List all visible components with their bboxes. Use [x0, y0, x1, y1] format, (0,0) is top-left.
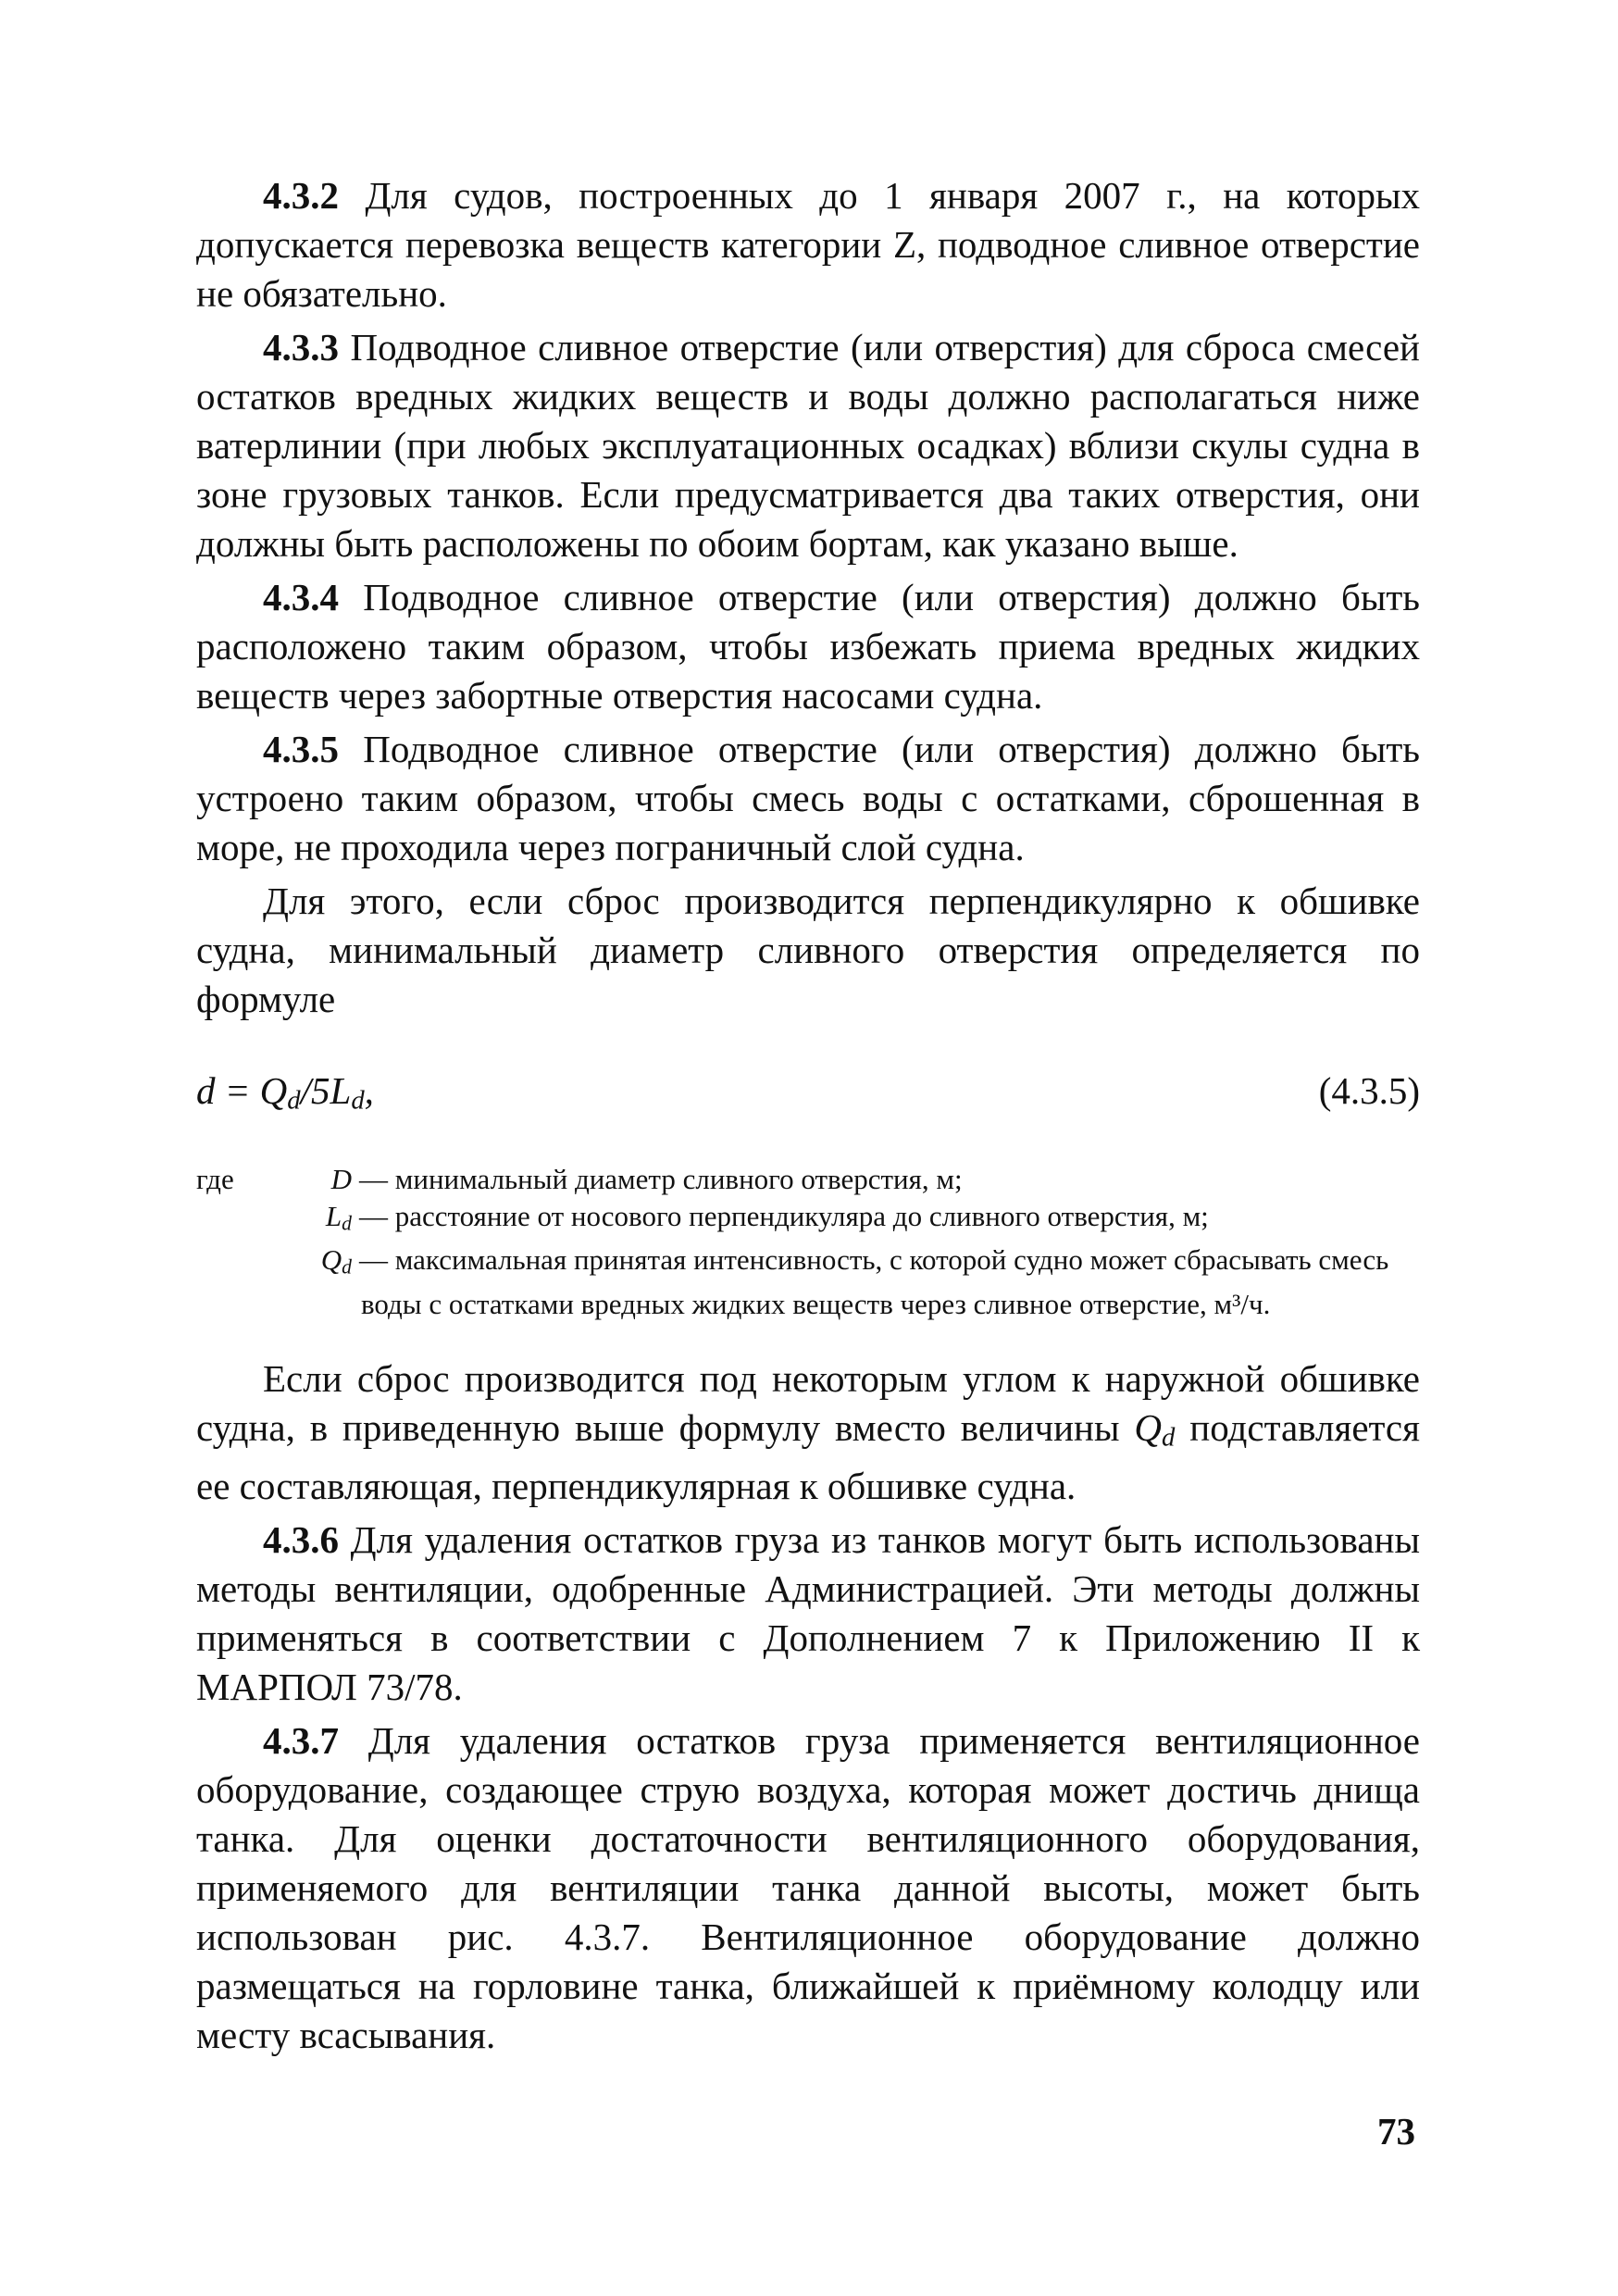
paragraph-text: Подводное сливное отверстие (или отверстия) должно быть расположено таким образом, чтобы избежать приема вредных жидких веществ через забортные отверстия насосами судна.	[196, 576, 1420, 717]
variable-definitions	[196, 1161, 1420, 1323]
paragraph-text: Для удаления остатков груза применяется вентиляционное оборудование, создающее струю воздуха, которая может достичь днища танка. Для оценки достаточности вентиляционного оборудования, применяемого для вентиляции танка данной высоты, может быть использован рис. 4.3.7. Вентиляционное оборудование должно размещаться на горловине танка, ближайшей к приёмному колодцу или месту всасывания.	[196, 1719, 1420, 2057]
paragraph-text: Подводное сливное отверстие (или отверстия) для сброса смесей остатков вредных жидких веществ и воды должно располагаться ниже ватерлинии (при любых эксплуатационных осадках) вблизи скулы судна в зоне грузовых танков. Если предусматривается два таких отверстия, они должны быть расположены по обоим бортам, как указано выше.	[196, 326, 1420, 565]
paragraph-4-3-2	[196, 171, 1420, 318]
definition-continuation: воды с остатками вредных жидких веществ через сливное отверстие, м³/ч.	[361, 1287, 1271, 1320]
where-label: где	[196, 1163, 234, 1195]
clause-number: 4.3.5	[263, 728, 339, 770]
definition-d	[196, 1161, 1420, 1198]
paragraph-text: Для судов, построенных до 1 января 2007 г., на которых допускается перевозка веществ категории Z, подводное сливное отверстие не обязательно.	[196, 174, 1420, 315]
clause-number: 4.3.2	[263, 174, 339, 217]
paragraph-4-3-4	[196, 573, 1420, 720]
document-page	[196, 171, 1420, 2065]
symbol: $Q_d$	[320, 1243, 352, 1279]
paragraph-4-3-3	[196, 323, 1420, 568]
clause-number: 4.3.6	[263, 1518, 339, 1562]
paragraph-4-3-5	[196, 725, 1420, 872]
formula-number: (4.3.5)	[1318, 1069, 1420, 1112]
paragraph-4-3-7	[196, 1716, 1420, 2060]
definition-text: — минимальный диаметр сливного отверстия, м;	[359, 1163, 963, 1195]
symbol: D	[330, 1163, 352, 1195]
clause-number: 4.3.7	[263, 1719, 339, 1763]
clause-number: 4.3.4	[263, 576, 339, 618]
definition-text: — расстояние от носового перпендикуляра до сливного отверстия, м;	[359, 1200, 1209, 1232]
paragraph-4-3-6	[196, 1516, 1420, 1712]
paragraph-text: Для удаления остатков груза из танков могут быть использованы методы вентиляции, одобренные Администрацией. Эти методы должны применяться в соответствии с Дополнением 7 к Приложению II к МАРПОЛ 73/78.	[196, 1518, 1420, 1709]
paragraph-text: Подводное сливное отверстие (или отверстия) должно быть устроено таким образом, чтобы смесь воды с остатками, сброшенная в море, не проходила через пограничный слой судна.	[196, 728, 1420, 868]
paragraph-angle: Если сброс производится под некоторым углом к наружной обшивке судна, в приведенную выше формулу вместо величины $Q_d$ подставляется ее составляющая, перпендикулярная к обшивке судна.	[196, 1356, 1420, 1508]
definition-l	[196, 1198, 1420, 1242]
page-number: 73	[1377, 2110, 1415, 2152]
definition-q	[196, 1242, 1420, 1285]
symbol: $L_d$	[325, 1200, 352, 1235]
clause-number: 4.3.3	[263, 326, 339, 368]
formula-block	[196, 1067, 1420, 1122]
definition-text: — максимальная принятая интенсивность, с которой судно может сбрасывать смесь	[359, 1243, 1389, 1277]
formula: $d = Q_d/5L_d$,	[196, 1069, 374, 1116]
paragraph-formula-intro: Для этого, если сброс производится перпендикулярно к обшивке судна, минимальный диаметр сливного отверстия определяется по формуле	[196, 880, 1420, 1020]
